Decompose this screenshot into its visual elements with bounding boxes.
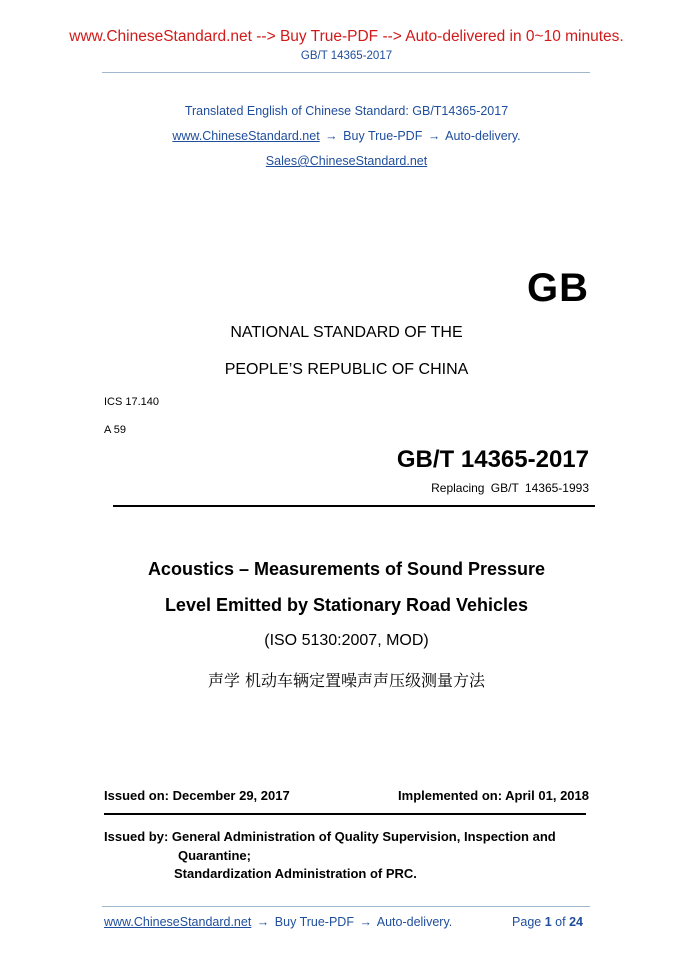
document-title-line2: Level Emitted by Stationary Road Vehicles bbox=[164, 595, 529, 615]
site-link[interactable]: www.ChineseStandard.net bbox=[172, 129, 320, 143]
sales-email-link[interactable]: Sales@ChineseStandard.net bbox=[265, 154, 428, 168]
page-number: 1 bbox=[544, 915, 552, 929]
issued-by-line1: Issued by: General Administration of Quality Supervision, Inspection and bbox=[104, 829, 556, 844]
header-standard-code: GB/T 14365-2017 bbox=[300, 50, 393, 62]
chinese-title: 声学 机动车辆定置噪声声压级测量方法 bbox=[207, 671, 486, 690]
promo-links bbox=[0, 129, 693, 143]
replacing-note: Replacing GB/T 14365-1993 bbox=[431, 481, 589, 495]
title-divider bbox=[113, 505, 595, 507]
standard-number: GB/T 14365-2017 bbox=[396, 446, 589, 473]
iso-reference: (ISO 5130:2007, MOD) bbox=[264, 632, 429, 649]
arrow-right-icon: → bbox=[427, 129, 441, 143]
national-standard-line1: NATIONAL STANDARD OF THE bbox=[230, 324, 463, 341]
arrow-right-icon: → bbox=[256, 915, 270, 929]
gb-logo: GB bbox=[527, 266, 589, 310]
footer-buy-text: Buy True-PDF bbox=[274, 915, 354, 929]
auto-delivery-text: Auto-delivery. bbox=[445, 129, 521, 143]
top-banner[interactable]: www.ChineseStandard.net --> Buy True-PDF --> Auto-delivered in 0~10 minutes. bbox=[69, 28, 624, 45]
arrow-right-icon: → bbox=[359, 915, 372, 929]
buy-pdf-text: Buy True-PDF bbox=[343, 129, 423, 143]
page-total: 24 bbox=[569, 915, 583, 929]
footer-links bbox=[104, 915, 452, 929]
arrow-right-icon: → bbox=[325, 129, 338, 143]
issued-by-line3: Standardization Administration of PRC. bbox=[174, 866, 417, 881]
issued-by-line2: Quarantine; bbox=[178, 848, 251, 863]
of-label: of bbox=[555, 915, 566, 929]
implemented-date: Implemented on: April 01, 2018 bbox=[398, 788, 589, 803]
issued-date: Issued on: December 29, 2017 bbox=[104, 788, 290, 803]
header-divider bbox=[102, 72, 590, 73]
ics-code: ICS 17.140 bbox=[104, 396, 160, 408]
document-title-line1: Acoustics – Measurements of Sound Pressure bbox=[147, 559, 546, 579]
translation-notice: Translated English of Chinese Standard: GB/T14365-2017 bbox=[184, 104, 509, 118]
footer-delivery-text: Auto-delivery. bbox=[376, 915, 453, 929]
footer-divider bbox=[102, 906, 590, 907]
page-indicator bbox=[512, 915, 583, 929]
dates-divider bbox=[104, 813, 586, 815]
sales-email-row bbox=[0, 154, 693, 168]
page-label: Page bbox=[512, 915, 542, 929]
national-standard-line2: PEOPLE’S REPUBLIC OF CHINA bbox=[224, 361, 469, 378]
classification-code: A 59 bbox=[104, 424, 127, 436]
footer-site-link[interactable]: www.ChineseStandard.net bbox=[104, 915, 252, 929]
